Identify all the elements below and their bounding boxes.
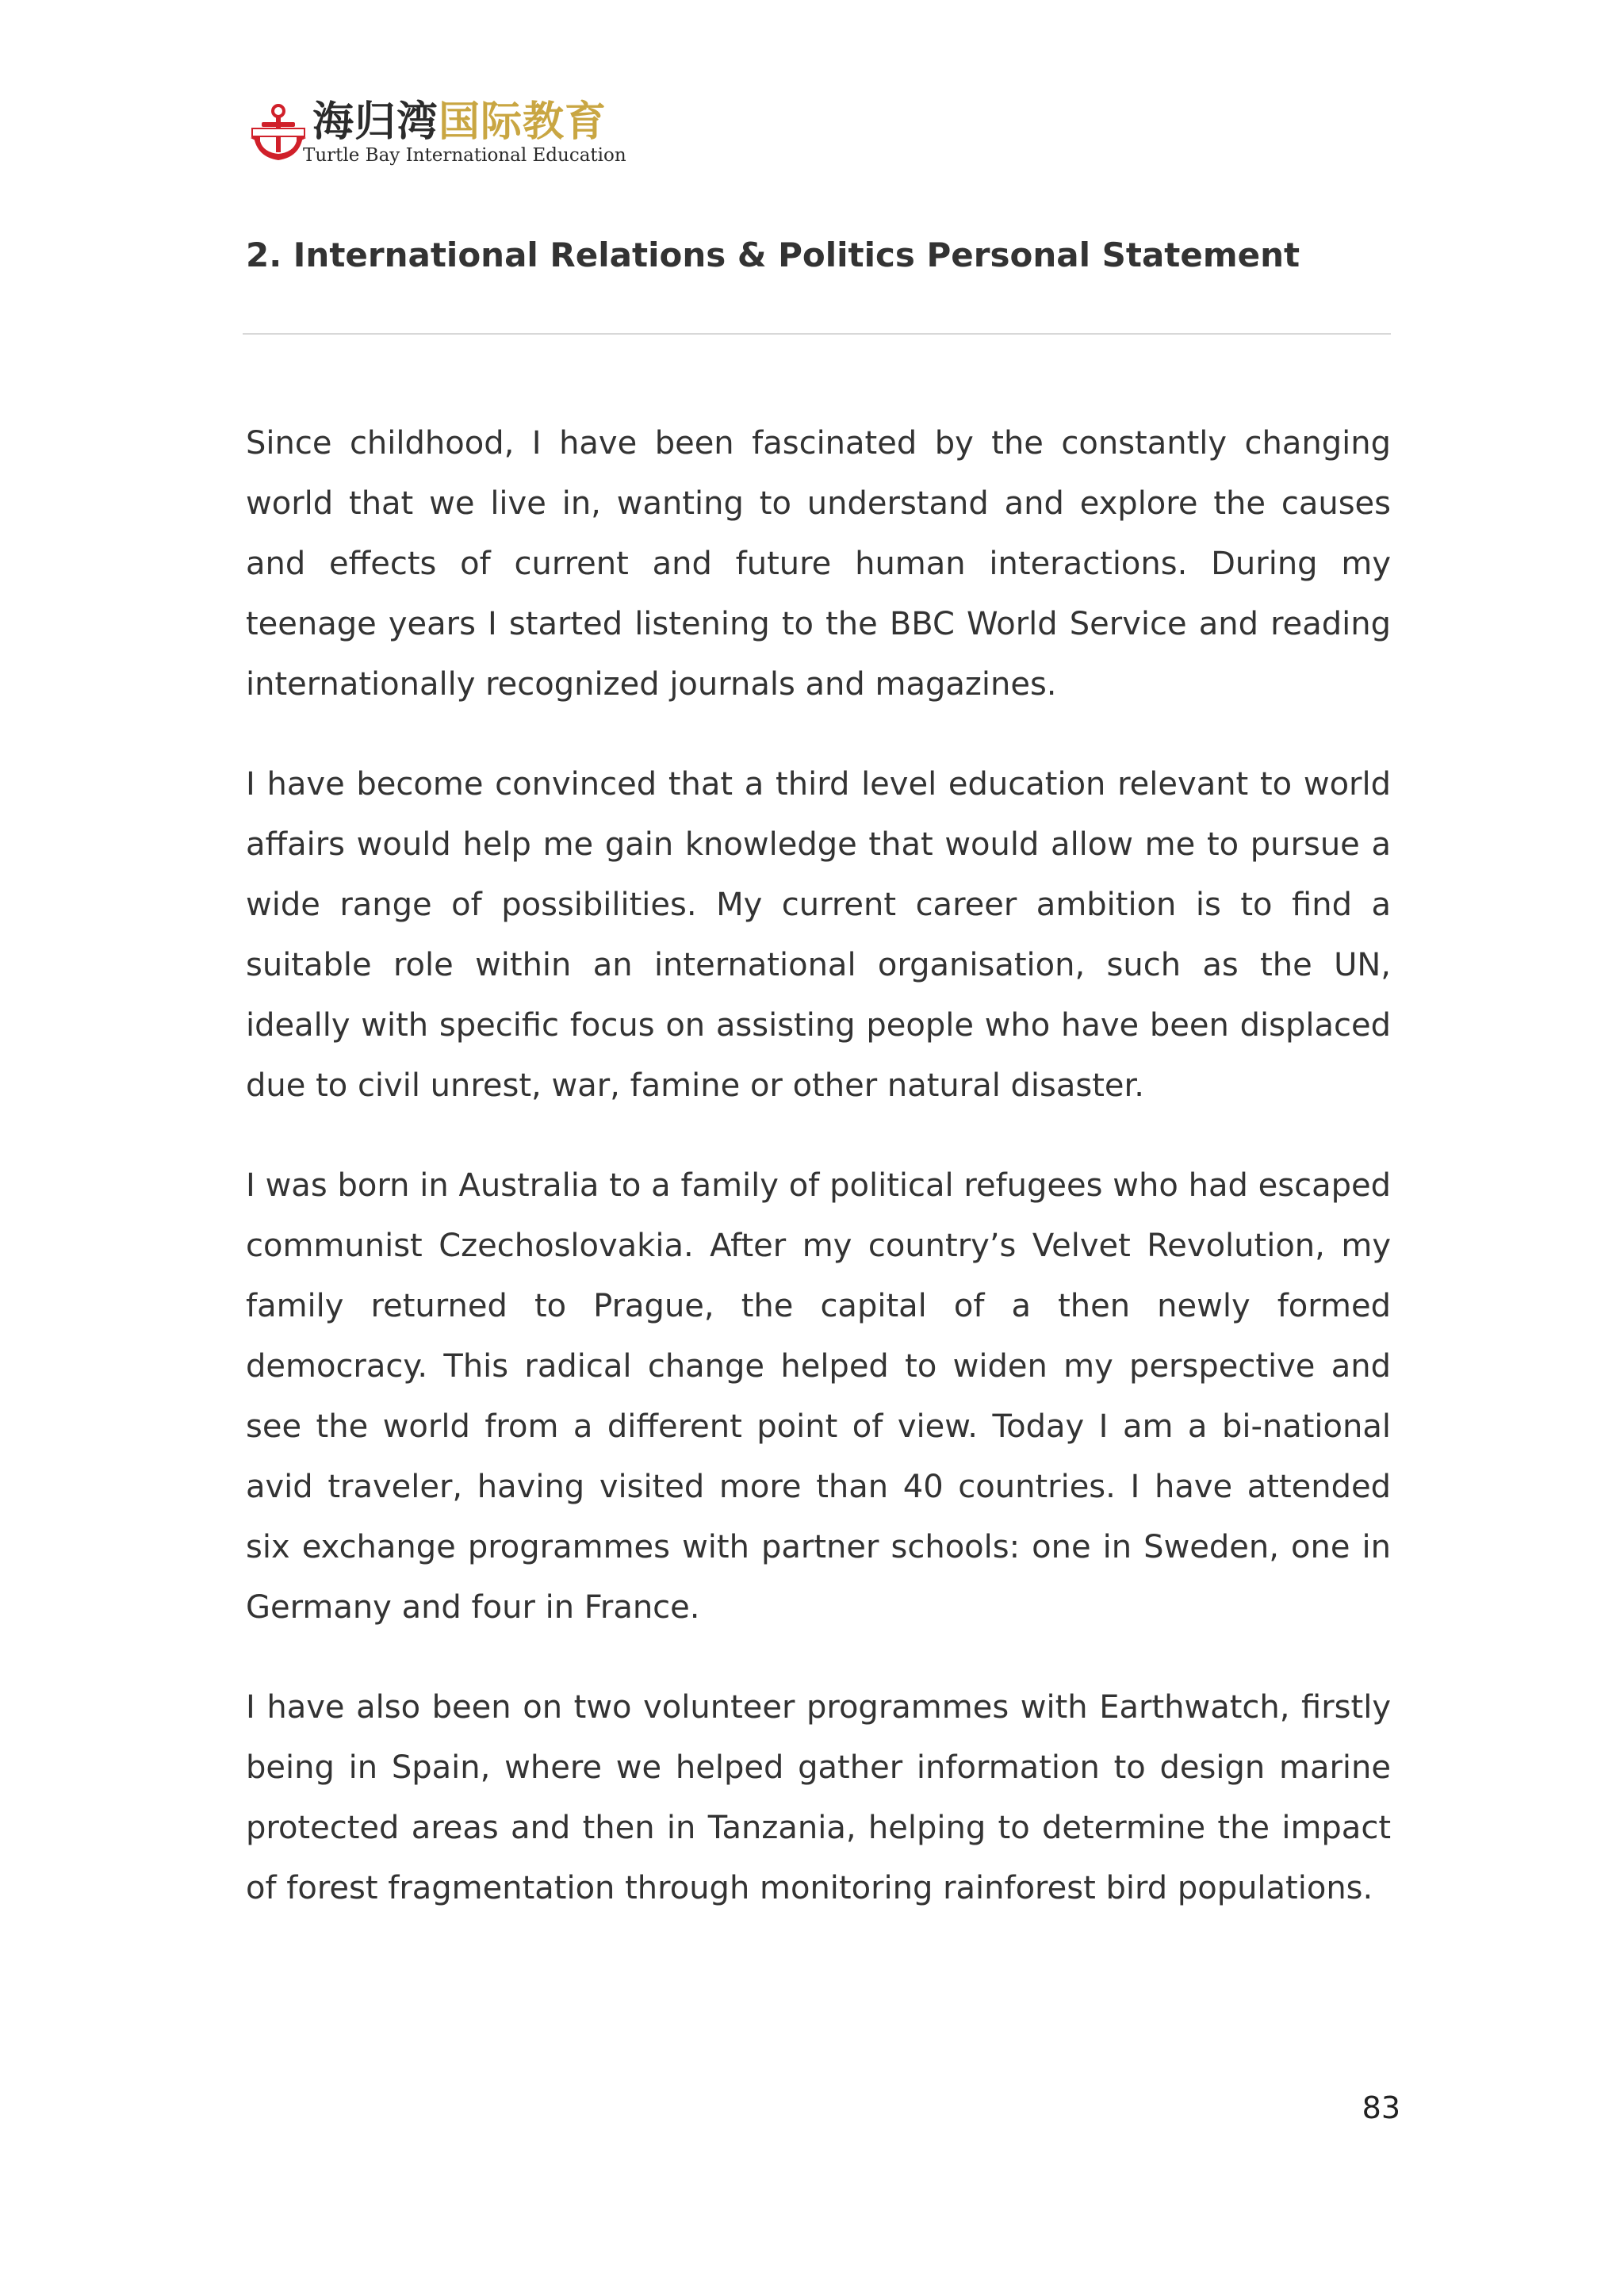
paragraph: I have become convinced that a third level education relevant to world affairs would help me gain knowledge that would allow me to pursue a wide range of possibilities. My current career ambition is to find a suitable role within an international organisation, such as the UN, ideally with specific focus on assisting people who have been displaced due to civil unrest, war, famine or other natural disaster. xyxy=(246,766,1391,1104)
brand-logo xyxy=(249,98,626,170)
logo-cn-gold: 国际教育 xyxy=(439,98,607,146)
document-title: 2. International Relations & Politics Personal Statement xyxy=(246,236,1300,274)
page-number: 83 xyxy=(1362,2090,1400,2125)
title-divider xyxy=(243,333,1391,335)
anchor-icon xyxy=(249,102,308,165)
logo-chinese-name xyxy=(312,97,607,148)
paragraph: Since childhood, I have been fascinated by the constantly changing world that we live in, wanting to understand and explore the causes and effects of current and future human interactions. During my teenage years I started listening to the BBC World Service and reading internationally recognized journals and magazines. xyxy=(246,425,1391,703)
statement-body xyxy=(246,413,1391,1958)
paragraph: I was born in Australia to a family of political refugees who had escaped communist Czechoslovakia. After my country’s Velvet Revolution, my family returned to Prague, the capital of a then newly formed democracy. This radical change helped to widen my perspective and see the world from a different point of view. Today I am a bi-national avid traveler, having visited more than 40 countries. I have attended six exchange programmes with partner schools: one in Sweden, one in Germany and four in France. xyxy=(246,1167,1391,1626)
paragraph: I have also been on two volunteer programmes with Earthwatch, firstly being in Spain, where we helped gather information to design marine protected areas and then in Tanzania, helping to determine the impact of forest fragmentation through monitoring rainforest bird populations. xyxy=(246,1689,1391,1906)
logo-cn-dark: 海归湾 xyxy=(312,98,439,146)
logo-english-name: Turtle Bay International Education xyxy=(303,145,626,166)
